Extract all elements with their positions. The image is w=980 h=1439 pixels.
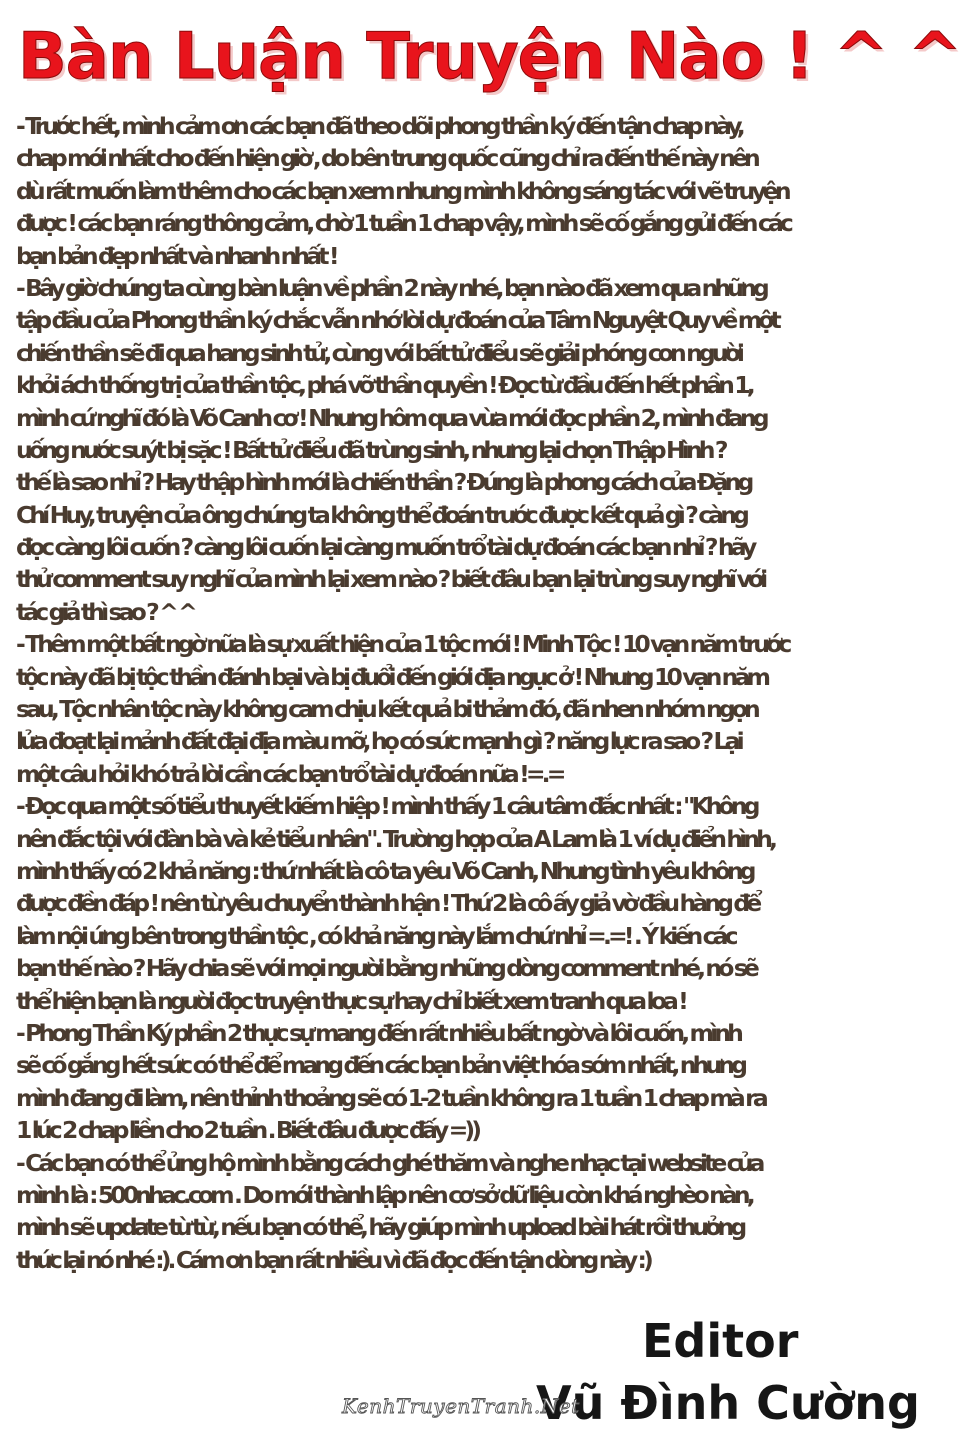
body-line: - Trước hết, mình cảm ơn các bạn đã theo dõi phong thần ký đến tận chap này, (16, 112, 742, 140)
body-line: - Thêm một bất ngờ nữa là sự xuất hiện của 1 tộc mới ! Minh Tộc ! 10 vạn năm trước (16, 630, 789, 659)
body-line: - Đọc qua một số tiểu thuyết kiếm hiệp ! mình thấy 1 câu tâm đắc nhất : "Không (16, 792, 757, 821)
watermark-logo (340, 1385, 640, 1425)
body-line: chap mới nhất cho đến hiện giờ , do bên trung quốc cũng chỉ ra đến thế này nên (16, 144, 757, 173)
body-line: mình sẽ update từ từ, nếu bạn có thể, hãy giúp mình upload bài hát rồi thưởng (16, 1213, 744, 1242)
body-line: mình là : 500nhac.com . Do mới thành lập nên cơ sở dữ liệu còn khá nghèo nàn, (16, 1180, 752, 1209)
body-line: mình cứ nghĩ đó là Võ Canh cơ ! Nhưng hôm qua vừa mới đọc phần 2, mình đang (16, 403, 766, 432)
body-line: - Bây giờ chúng ta cùng bàn luận về phần 2 này nhé, bạn nào đã xem qua những (16, 273, 766, 302)
editor-label: Editor (642, 1314, 799, 1368)
body-line: - Phong Thần Ký phần 2 thực sự mang đến rất nhiều bất ngờ và lôi cuốn, mình (16, 1018, 740, 1047)
body-line: nên đắc tội với đàn bà và kẻ tiểu nhân". Trường hợp của A Lam là 1 ví dụ điển hình, (16, 824, 774, 853)
body-line: uống nước suýt bị sặc ! Bất tử điểu đã trùng sinh, nhưng lại chọn Thập Hình ? (16, 435, 725, 464)
body-line: mình thấy có 2 khả năng : thứ nhất là cô ta yêu Võ Canh, Nhưng tình yêu không (16, 856, 753, 885)
page-title: Bàn Luận Truyện Nào ! ^ ^ (18, 20, 961, 94)
body-line: một câu hỏi khó trả lời cần các bạn trổ tài dự đoán nữa !=.= (16, 759, 563, 788)
body-line: sẽ cố gắng hết sức có thể để mang đến các bạn bản việt hóa sớm nhất, nhưng (16, 1051, 745, 1080)
body-line: dù rất muốn làm thêm cho các bạn xem nhưng mình không sáng tác với vẽ truyện (16, 176, 788, 205)
body-line: sau, Tộc nhân tộc này không cam chịu kết quả bi thảm đó, đã nhen nhóm ngọn (16, 695, 757, 724)
body-line: mình đang đi làm, nên thỉnh thoảng sẽ có 1-2 tuần không ra 1 tuần 1 chap mà ra (16, 1083, 765, 1112)
body-line: Chí Huy, truyện của ông chúng ta không thể đoán trước được kết quả gì ? càng (16, 500, 746, 529)
body-line: bạn thế nào ? Hãy chia sẽ với mọi người bằng những dòng comment nhé, nó sẽ (16, 954, 756, 983)
body-line: tập đầu của Phong thần ký chắc vẫn nhớ lời dự đoán của Tâm Nguyệt Quy về một (16, 306, 778, 335)
body-line: đọc càng lôi cuốn ? càng lôi cuốn lại càng muốn trổ tài dự đoán các bạn nhỉ ? hãy (16, 533, 754, 562)
body-line: làm nội ứng bên trong thần tộc , có khả năng này lắm chứ nhỉ =.=! . Ý kiến các (16, 921, 735, 950)
body-line: lửa đoạt lại mảnh đất đại địa màu mỡ, họ có sức mạnh gì ? năng lực ra sao ? Lại (16, 727, 741, 756)
body-line: - Các bạn có thể ủng hộ mình bằng cách ghé thăm và nghe nhạc tại website của (16, 1148, 762, 1177)
watermark-text: KenhTruyenTranh.Net (342, 1394, 580, 1418)
body-line: khỏi ách thống trị của thần tộc, phá vỡ thần quyền ! Đọc từ đầu đến hết phần 1, (16, 371, 752, 400)
body-line: tộc này đã bị tộc thần đánh bại và bị đuổi đến giới địa ngục ở ! Nhưng 10 vạn năm (16, 662, 768, 691)
body-line: chiến thần sẽ đi qua hang sinh tử, cùng với bất tử điểu sẽ giải phóng con người (16, 338, 742, 367)
body-line: bạn bản đẹp nhất và nhanh nhất ! (16, 241, 336, 270)
body-line: tác giả thì sao ? ^ ^ (16, 597, 194, 626)
editor-name: Vũ Đình Cường (536, 1376, 920, 1430)
article-body (16, 110, 976, 1276)
body-line: 1 lúc 2 chap liền cho 2 tuần . Biết đâu được đấy =)) (16, 1116, 479, 1145)
body-line: thế là sao nhỉ ? Hay thập hình mới là chiến thần ? Đúng là phong cách của Đặng (16, 468, 751, 497)
body-line: được ! các bạn ráng thông cảm, chờ 1 tuần 1 chap vậy, mình sẽ cố gắng gửi đến các (16, 209, 790, 238)
body-line: thể hiện bạn là người đọc truyện thực sự hay chỉ biết xem tranh qua loa ! (16, 986, 685, 1015)
body-line: thức lại nó nhé :). Cám ơn bạn rất nhiều vì đã đọc đến tận dòng này :) (16, 1245, 650, 1274)
body-line: được đền đáp ! nên từ yêu chuyển thành hận ! Thứ 2 là cô ấy giả vờ đầu hàng để (16, 889, 759, 918)
body-line: thử comment suy nghĩ của mình lại xem nào ? biết đâu bạn lại trùng suy nghĩ với (16, 565, 765, 594)
